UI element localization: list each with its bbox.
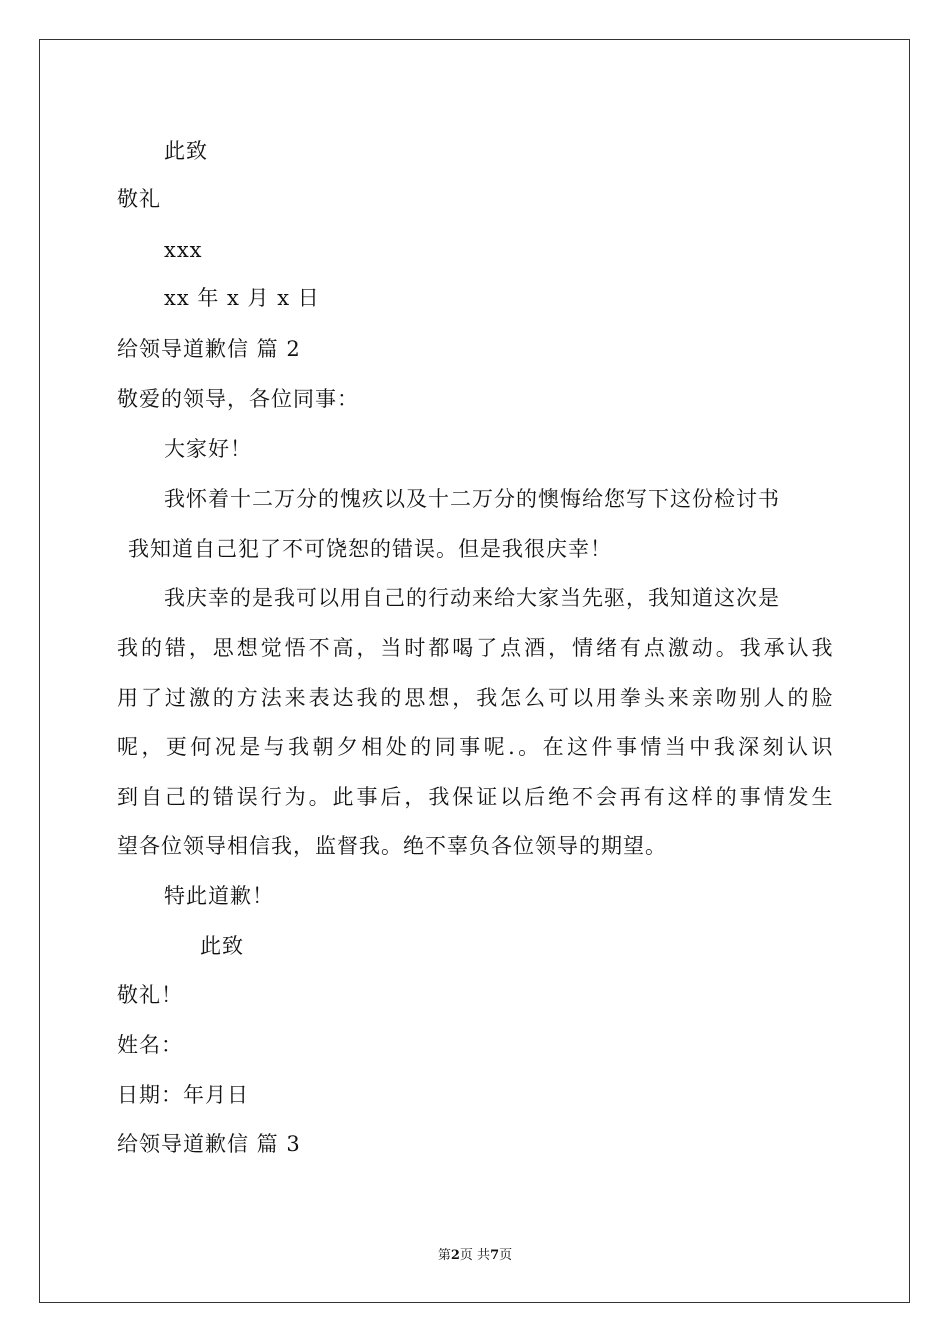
apology-statement: 特此道歉！ [164, 884, 274, 908]
footer-total-pages: 7 [490, 1248, 500, 1263]
closing-jingli-1: 敬礼 [117, 187, 161, 211]
paragraph-2-line-1: 我庆幸的是我可以用自己的行动来给大家当先驱，我知道这次是 [164, 586, 780, 610]
footer-current-page: 2 [450, 1248, 460, 1263]
section-title-2: 给领导道歉信 篇 2 [117, 337, 301, 361]
footer-mid: 页 共 [459, 1248, 491, 1263]
signature-date: xx 年 x 月 x 日 [164, 286, 320, 310]
footer-prefix: 第 [437, 1248, 451, 1263]
section-title-3: 给领导道歉信 篇 3 [117, 1132, 301, 1156]
page-footer [0, 1247, 950, 1265]
footer-suffix: 页 [499, 1248, 513, 1263]
paragraph-2-line-6: 望各位领导相信我，监督我。绝不辜负各位领导的期望。 [117, 834, 667, 858]
closing-cizhi-2: 此致 [200, 934, 244, 958]
paragraph-2-line-2: 我的错，思想觉悟不高，当时都喝了点酒，情绪有点激动。我承认我 [117, 636, 833, 660]
salutation: 敬爱的领导，各位同事： [117, 387, 359, 411]
paragraph-1-line-1: 我怀着十二万分的愧疚以及十二万分的懊悔给您写下这份检讨书 [164, 487, 780, 511]
closing-cizhi-1: 此致 [164, 139, 208, 163]
signature-name: xxx [164, 238, 203, 262]
paragraph-2-line-3: 用了过激的方法来表达我的思想，我怎么可以用拳头来亲吻别人的脸 [117, 686, 833, 710]
paragraph-2-line-5: 到自己的错误行为。此事后，我保证以后绝不会再有这样的事情发生 [117, 785, 833, 809]
date-field: 日期：年月日 [117, 1083, 249, 1107]
name-field: 姓名： [117, 1033, 183, 1057]
closing-jingli-2: 敬礼！ [117, 983, 183, 1007]
paragraph-2-line-4: 呢，更何况是与我朝夕相处的同事呢.。在这件事情当中我深刻认识 [117, 735, 833, 759]
paragraph-1-line-2: 我知道自己犯了不可饶恕的错误。但是我很庆幸！ [128, 537, 612, 561]
page-frame [39, 39, 910, 1303]
greeting: 大家好！ [164, 437, 252, 461]
